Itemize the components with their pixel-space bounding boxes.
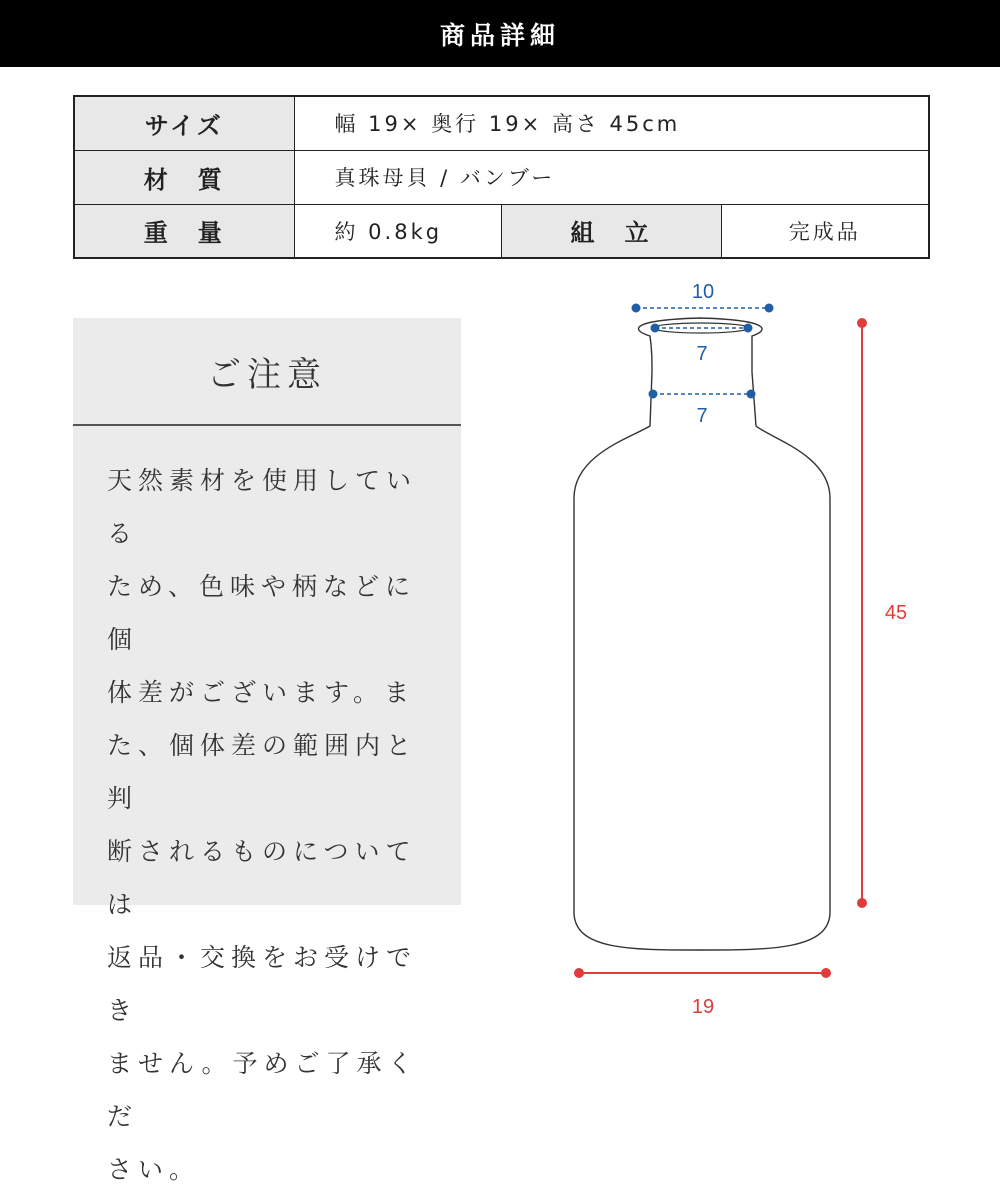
material-label: 材 質 <box>74 150 294 204</box>
height-dot-top <box>857 318 867 328</box>
notice-line: 天然素材を使用している <box>107 466 418 548</box>
material-value: 真珠母貝 / バンブー <box>294 150 929 204</box>
notice-line: た、個体差の範囲内と判 <box>107 731 418 813</box>
height-dot-bottom <box>857 898 867 908</box>
body-width-dot-right <box>821 968 831 978</box>
mouth-width-dot-left <box>651 324 660 333</box>
mouth-width-dot-right <box>744 324 753 333</box>
height-label: 45 <box>884 602 908 624</box>
body-width-label: 19 <box>691 996 715 1018</box>
mouth-width-label: 7 <box>696 343 708 365</box>
assembly-label: 組 立 <box>501 204 721 258</box>
size-label: サイズ <box>74 96 294 150</box>
top-width-dot-right <box>765 304 774 313</box>
weight-label: 重 量 <box>74 204 294 258</box>
notice-line: さい。 <box>107 1155 201 1184</box>
notice-line: 体差がございます。ま <box>107 678 416 707</box>
notice-line: ため、色味や柄などに個 <box>107 572 417 654</box>
weight-value: 約 0.8kg <box>294 204 501 258</box>
body-width-dot-left <box>574 968 584 978</box>
notice-title: ご注意 <box>73 318 461 426</box>
top-width-dot-left <box>632 304 641 313</box>
assembly-value: 完成品 <box>721 204 929 258</box>
size-value: 幅 19× 奥行 19× 高さ 45cm <box>294 96 929 150</box>
notice-line: 返品・交換をお受けでき <box>107 943 418 1025</box>
notice-line: 断されるものについては <box>107 837 417 919</box>
page-title: 商品詳細 <box>439 20 560 50</box>
neck-width-label: 7 <box>696 405 708 427</box>
neck-width-dot-right <box>747 390 756 399</box>
notice-line: ません。予めご了承くだ <box>107 1049 419 1131</box>
top-width-label: 10 <box>691 281 715 303</box>
neck-width-dot-left <box>649 390 658 399</box>
